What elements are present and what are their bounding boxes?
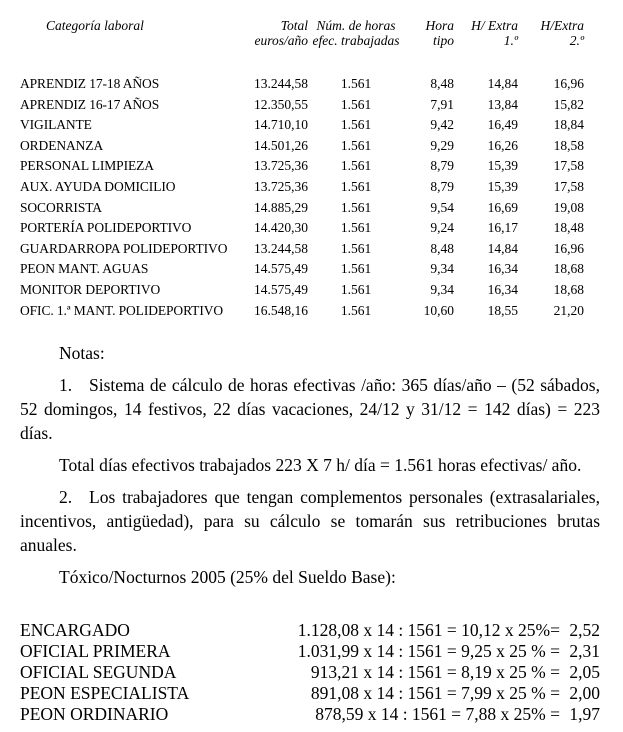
row-horas: 1.561	[340, 240, 372, 256]
toxic-row-categoria: PEON ESPECIALISTA	[20, 683, 190, 703]
row-extra-1: 15,39	[487, 158, 518, 174]
row-horas: 1.561	[340, 220, 372, 236]
table-row	[18, 218, 614, 239]
row-hora-tipo: 8,79	[430, 158, 454, 174]
table-row	[18, 280, 614, 301]
table-row	[18, 136, 614, 157]
row-extra-1: 15,39	[487, 178, 518, 194]
row-categoria: SOCORRISTA	[20, 199, 102, 215]
row-extra-2: 18,68	[553, 261, 584, 277]
row-categoria: APRENDIZ 16-17 AÑOS	[20, 96, 160, 112]
row-hora-tipo: 8,79	[430, 178, 454, 194]
row-extra-2: 18,84	[553, 117, 584, 133]
row-total: 12.350,55	[254, 96, 308, 112]
note-item-2-text: Los trabajadores que tengan complementos personales (extrasalariales, incentivos, antigüedad), para su cálculo se tomarán sus retribuciones brutas anuales.	[20, 487, 600, 555]
salary-table	[18, 18, 614, 321]
row-total: 14.501,26	[254, 137, 308, 153]
toxic-row-calculo: 891,08 x 14 : 1561 = 7,99 x 25 % =	[310, 683, 560, 703]
toxic-row-valor: 2,31	[569, 641, 600, 661]
row-categoria: MONITOR DEPORTIVO	[20, 281, 161, 297]
toxic-row-valor: 1,97	[569, 704, 600, 724]
table-row	[18, 239, 614, 260]
row-categoria: VIGILANTE	[20, 117, 92, 133]
toxic-row-calculo: 913,21 x 14 : 1561 = 8,19 x 25 % =	[310, 662, 560, 682]
note-item-1-text: Sistema de cálculo de horas efectivas /año: 365 días/año – (52 sábados, 52 domingos, 14 festivos, 22 días vacaciones, 24/12 y 31/12 = 142 días) = 223 días.	[20, 375, 600, 443]
header-total: Total euros/año	[254, 18, 308, 48]
toxic-row-calculo: 1.031,99 x 14 : 1561 = 9,25 x 25 % =	[297, 641, 560, 661]
toxic-row-calculo: 1.128,08 x 14 : 1561 = 10,12 x 25%=	[297, 620, 560, 640]
note-item-2-number: 2.	[59, 487, 73, 507]
row-extra-1: 16,69	[487, 199, 518, 215]
row-total: 16.548,16	[254, 302, 308, 318]
row-categoria: AUX. AYUDA DOMICILIO	[20, 178, 176, 194]
row-horas: 1.561	[340, 302, 372, 318]
row-total: 13.725,36	[254, 178, 308, 194]
row-horas: 1.561	[340, 117, 372, 133]
table-row	[18, 74, 614, 95]
toxic-title: Tóxico/Nocturnos 2005 (25% del Sueldo Base):	[59, 567, 396, 587]
row-total: 14.575,49	[254, 261, 308, 277]
row-extra-2: 18,58	[553, 137, 584, 153]
toxic-row-categoria: OFICIAL SEGUNDA	[20, 662, 177, 682]
row-total: 13.725,36	[254, 158, 308, 174]
row-total: 13.244,58	[254, 76, 308, 91]
notes-title: Notas:	[59, 343, 105, 363]
row-horas: 1.561	[340, 158, 372, 174]
row-hora-tipo: 10,60	[423, 302, 454, 318]
row-extra-1: 16,26	[487, 137, 518, 153]
row-categoria: OFIC. 1.ª MANT. POLIDEPORTIVO	[20, 302, 224, 318]
row-extra-2: 17,58	[553, 178, 584, 194]
row-extra-1: 18,55	[487, 302, 518, 318]
salary-table-body	[18, 74, 614, 321]
row-horas: 1.561	[340, 96, 372, 112]
row-extra-2: 17,58	[553, 158, 584, 174]
table-row	[18, 156, 614, 177]
toxic-row-valor: 2,05	[569, 662, 600, 682]
row-extra-2: 18,68	[553, 281, 584, 297]
header-categoria: Categoría laboral	[46, 18, 144, 33]
row-hora-tipo: 7,91	[430, 96, 454, 112]
row-horas: 1.561	[340, 76, 372, 91]
row-hora-tipo: 9,24	[430, 220, 454, 236]
row-categoria: APRENDIZ 17-18 AÑOS	[20, 76, 160, 91]
row-hora-tipo: 9,54	[430, 199, 454, 215]
row-extra-1: 14,84	[487, 76, 518, 91]
table-row	[18, 301, 614, 322]
row-hora-tipo: 9,34	[430, 261, 454, 277]
row-total: 14.885,29	[254, 199, 308, 215]
table-row	[20, 704, 600, 725]
row-categoria: PEON MANT. AGUAS	[20, 261, 149, 277]
row-extra-2: 16,96	[553, 240, 584, 256]
row-hora-tipo: 8,48	[430, 240, 454, 256]
row-extra-1: 16,34	[487, 281, 518, 297]
table-row	[20, 683, 600, 704]
row-total: 13.244,58	[254, 240, 308, 256]
row-categoria: ORDENANZA	[20, 137, 104, 153]
row-total: 14.575,49	[254, 281, 308, 297]
row-hora-tipo: 9,34	[430, 281, 454, 297]
note-total-days: Total días efectivos trabajados 223 X 7 h/ día = 1.561 horas efectivas/ año.	[59, 455, 582, 475]
row-extra-1: 14,84	[487, 240, 518, 256]
row-categoria: PORTERÍA POLIDEPORTIVO	[20, 220, 192, 236]
row-extra-2: 16,96	[553, 76, 584, 91]
row-horas: 1.561	[340, 281, 372, 297]
table-row	[18, 177, 614, 198]
row-extra-2: 19,08	[553, 199, 584, 215]
toxic-row-categoria: ENCARGADO	[20, 620, 130, 640]
row-hora-tipo: 9,29	[430, 137, 454, 153]
row-categoria: GUARDARROPA POLIDEPORTIVO	[20, 240, 228, 256]
row-extra-2: 18,48	[553, 220, 584, 236]
row-categoria: PERSONAL LIMPIEZA	[20, 158, 154, 174]
header-horas: Núm. de horas efec. trabajadas	[312, 18, 400, 48]
row-extra-2: 21,20	[553, 302, 584, 318]
header-extra-1: H/ Extra 1.º	[471, 18, 518, 48]
salary-table-header	[18, 18, 614, 74]
row-extra-1: 13,84	[487, 96, 518, 112]
row-horas: 1.561	[340, 261, 372, 277]
table-row	[18, 95, 614, 116]
table-row	[20, 662, 600, 683]
table-row	[18, 259, 614, 280]
note-item-2	[20, 485, 600, 557]
toxic-table-body	[20, 620, 600, 725]
table-row	[20, 620, 600, 641]
row-extra-1: 16,34	[487, 261, 518, 277]
row-total: 14.420,30	[254, 220, 308, 236]
table-row	[18, 115, 614, 136]
row-horas: 1.561	[340, 178, 372, 194]
notes-section	[20, 341, 600, 589]
row-extra-2: 15,82	[553, 96, 584, 112]
row-hora-tipo: 9,42	[430, 117, 454, 133]
row-horas: 1.561	[340, 137, 372, 153]
toxic-row-calculo: 878,59 x 14 : 1561 = 7,88 x 25% =	[315, 704, 560, 724]
row-extra-1: 16,17	[487, 220, 518, 236]
table-row	[20, 641, 600, 662]
table-row	[18, 198, 614, 219]
note-item-1	[20, 373, 600, 445]
note-item-1-number: 1.	[59, 375, 73, 395]
row-horas: 1.561	[340, 199, 372, 215]
row-total: 14.710,10	[254, 117, 308, 133]
header-hora-tipo: Hora tipo	[425, 18, 454, 48]
row-extra-1: 16,49	[487, 117, 518, 133]
header-extra-2: H/Extra 2.º	[540, 18, 584, 48]
toxic-row-categoria: PEON ORDINARIO	[20, 704, 169, 724]
toxic-row-valor: 2,52	[569, 620, 600, 640]
toxic-row-valor: 2,00	[569, 683, 600, 703]
toxic-row-categoria: OFICIAL PRIMERA	[20, 641, 171, 661]
toxic-table	[20, 620, 600, 725]
row-hora-tipo: 8,48	[430, 76, 454, 91]
